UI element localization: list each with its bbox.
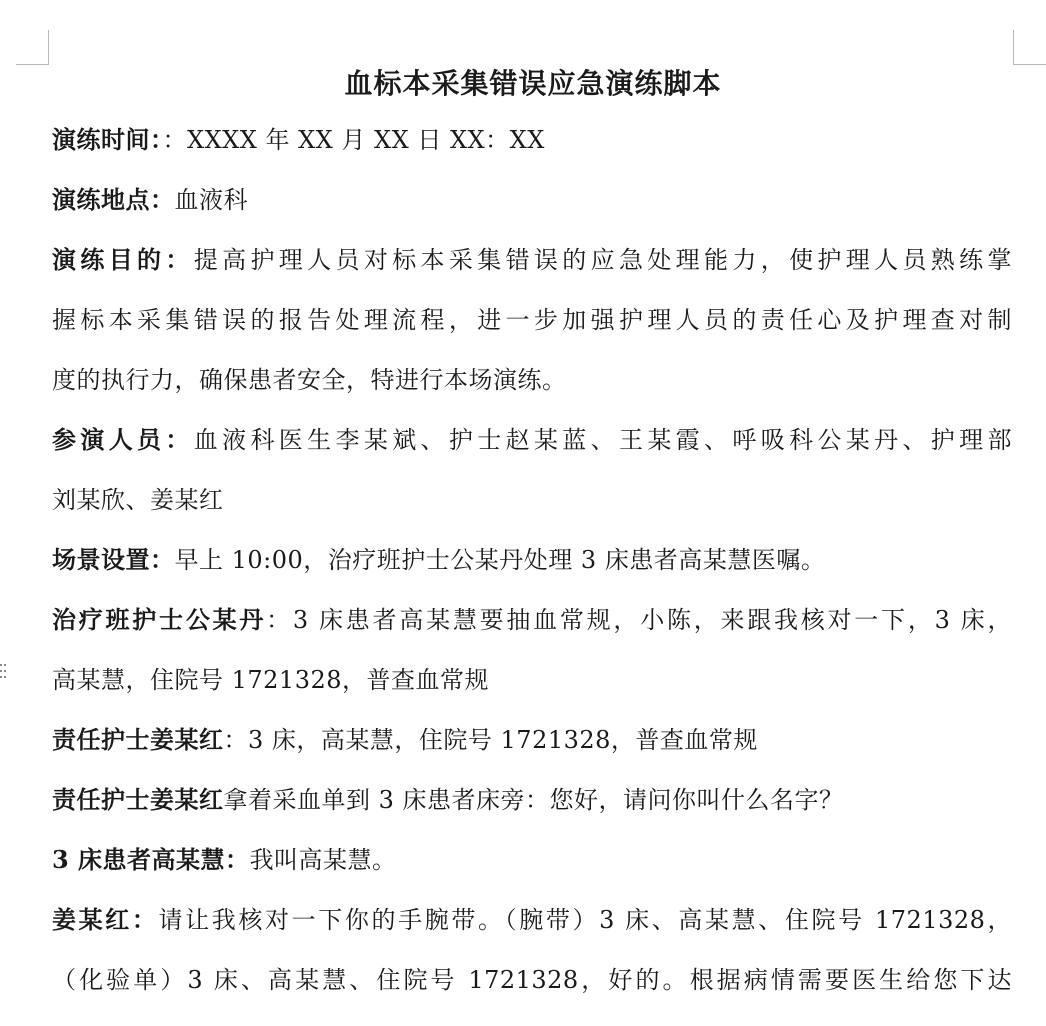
line-text: ：XXXX 年 XX 月 XX 日 XX：XX: [162, 126, 545, 154]
crop-mark-top-left: [16, 30, 49, 65]
paragraph-line: [52, 360, 567, 400]
paragraph-line: [52, 900, 1012, 940]
line-text: 请让我核对一下你的手腕带。（腕带）3 床、高某慧、住院号 1721328，: [158, 906, 1012, 934]
line-label: 演练目的：: [52, 245, 194, 274]
paragraph-line: [52, 780, 844, 820]
line-label: 演练地点：: [52, 185, 175, 214]
paragraph-line: [52, 540, 825, 580]
line-text: ：3 床，高某慧，住院号 1721328，普查血常规: [223, 726, 758, 754]
line-text: 度的执行力，确保患者安全，特进行本场演练。: [52, 366, 567, 394]
table-move-handle-icon[interactable]: [0, 662, 6, 680]
line-text: 早上 10:00，治疗班护士公某丹处理 3 床患者高某慧医嘱。: [174, 546, 826, 574]
line-label: 演练时间：: [52, 125, 163, 154]
paragraph-line: [52, 840, 397, 880]
line-label: 姜某红：: [52, 905, 159, 934]
line-text: 我叫高某慧。: [249, 846, 397, 874]
crop-mark-top-right: [1013, 30, 1046, 65]
document-title: 血标本采集错误应急演练脚本: [344, 67, 722, 100]
paragraph-line: [52, 720, 758, 760]
paragraph-line: [52, 960, 1012, 1000]
paragraph-line: [52, 180, 248, 220]
line-text: 刘某欣、姜某红: [52, 486, 224, 514]
line-text: 血液科: [174, 186, 248, 214]
line-label: 3 床患者高某慧：: [52, 845, 250, 874]
paragraph-line: [52, 120, 545, 160]
paragraph-line: [52, 480, 224, 520]
line-label: 治疗班护士公某丹: [52, 605, 267, 634]
line-text: （化验单）3 床、高某慧、住院号 1721328，好的。根据病情需要医生给您下达: [52, 966, 1012, 994]
line-text: 握标本采集错误的报告处理流程，进一步加强护理人员的责任心及护理查对制: [52, 306, 1012, 334]
paragraph-line: [52, 660, 489, 700]
paragraph-line: [52, 600, 1012, 640]
paragraph-line: [52, 420, 1012, 460]
line-text: 拿着采血单到 3 床患者床旁：您好，请问你叫什么名字？: [223, 786, 844, 814]
line-label: 责任护士姜某红: [52, 725, 224, 754]
paragraph-line: [52, 240, 1012, 280]
paragraph-line: [52, 300, 1012, 340]
line-text: 血液科医生李某斌、护士赵某蓝、王某霞、呼吸科公某丹、护理部: [193, 426, 1013, 454]
line-label: 场景设置：: [52, 545, 175, 574]
line-text: 高某慧，住院号 1721328，普查血常规: [52, 666, 490, 694]
line-label: 责任护士姜某红: [52, 785, 224, 814]
line-label: 参演人员：: [52, 425, 194, 454]
line-text: ：3 床患者高某慧要抽血常规，小陈，来跟我核对一下，3 床，: [266, 606, 1013, 634]
line-text: 提高护理人员对标本采集错误的应急处理能力，使护理人员熟练掌: [193, 246, 1013, 274]
